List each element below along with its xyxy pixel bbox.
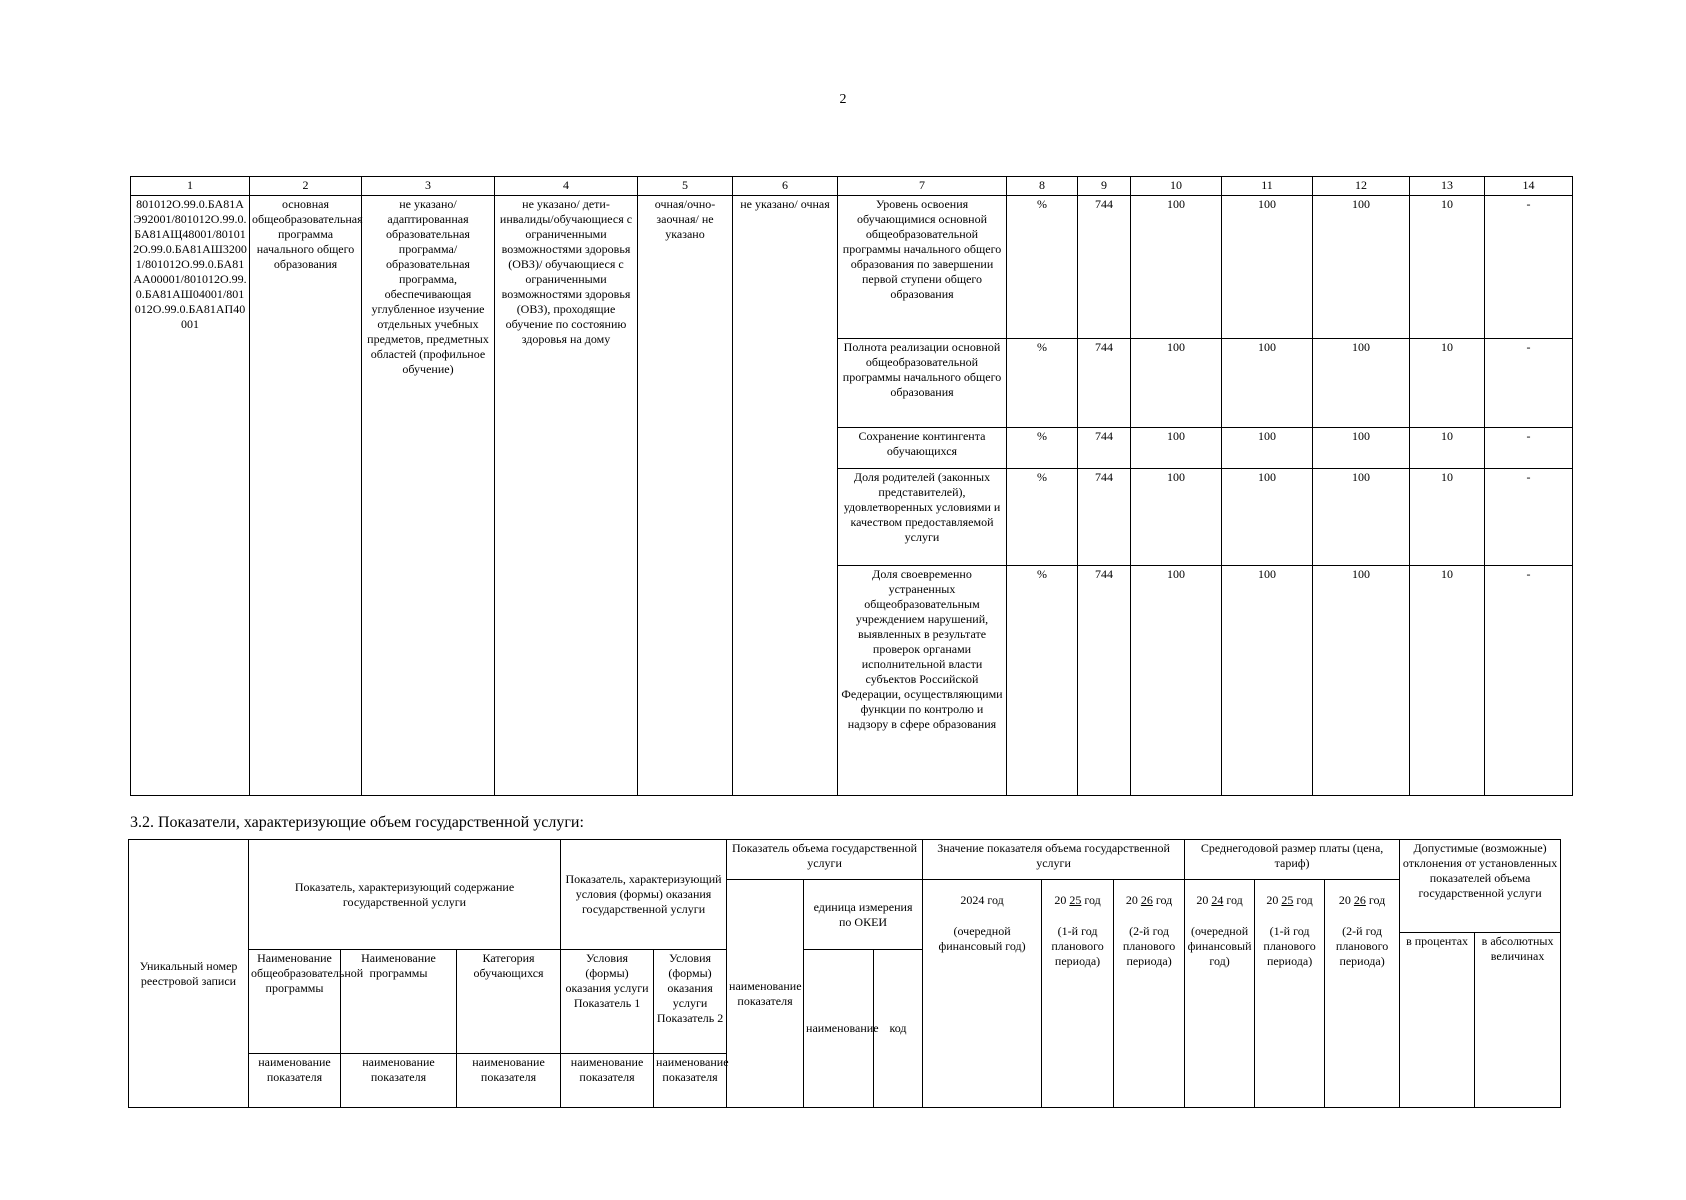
col-num: 7 xyxy=(838,177,1007,196)
year-digits: 25 xyxy=(1281,893,1294,907)
program-type-cell: не указано/ адаптированная образовательная программа/ образовательная программа, обеспечивающая углубленное изучение отдельных учебных предметов, предметных областей (профильное обучение) xyxy=(362,196,495,796)
unit-name-header: наименование xyxy=(804,950,874,1108)
unit-cell: % xyxy=(1007,469,1078,566)
conditions-indicator-header: Показатель, характеризующий условия (формы) оказания государственной услуги xyxy=(561,840,727,950)
indicator-name: Уровень освоения обучающимися основной общеобразовательной программы начального общего образования по завершении первой ступени общего образования xyxy=(838,196,1007,339)
value-2025-cell: 100 xyxy=(1222,566,1313,796)
col-num: 10 xyxy=(1131,177,1222,196)
indicator-name: Доля своевременно устраненных общеобразовательным учреждением нарушений, выявленных в результате проверок органами исполнительной власти субъектов Российской Федерации, осуществляющими функции по контролю и надзору в сфере образования xyxy=(838,566,1007,796)
year-period: (1-й год планового периода) xyxy=(1263,924,1316,968)
col-num: 13 xyxy=(1410,177,1485,196)
col-num: 5 xyxy=(638,177,733,196)
year-word: год xyxy=(987,893,1004,907)
year-digits: 25 xyxy=(1069,893,1082,907)
unit-cell: % xyxy=(1007,428,1078,469)
year-2025-header xyxy=(1042,880,1114,1108)
unit-cell: % xyxy=(1007,196,1078,339)
value-2024-cell: 100 xyxy=(1131,339,1222,428)
indicator-name-subheader: наименование показателя xyxy=(561,1054,654,1108)
fee-2026-header xyxy=(1325,880,1400,1108)
registry-code-cell: 801012О.99.0.БА81АЭ92001/801012О.99.0.БА81АЩ48001/801012О.99.0.БА81АШ32001/801012О.99.0.БА81АА00001/801012О.99.0.БА81АШ04001/801012О.99.0.БА81АП40001 xyxy=(131,196,250,796)
year-prefix: 20 xyxy=(1125,893,1138,907)
deviation-percent-cell: 10 xyxy=(1410,428,1485,469)
program-name-header: Наименование общеобразовательной программы xyxy=(249,950,341,1054)
value-2024-cell: 100 xyxy=(1131,196,1222,339)
deviation-absolute-cell: - xyxy=(1485,428,1573,469)
okei-code-cell: 744 xyxy=(1078,469,1131,566)
deviation-percent-cell: 10 xyxy=(1410,339,1485,428)
deviation-absolute-cell: - xyxy=(1485,339,1573,428)
year-word: год xyxy=(1155,893,1173,907)
deviations-header: Допустимые (возможные) отклонения от установленных показателей объема государственной услуги xyxy=(1400,840,1561,933)
student-category-cell: не указано/ дети-инвалиды/обучающиеся с ограниченными возможностями здоровья (ОВЗ)/ обучающиеся с ограниченными возможностями здоровья (ОВЗ), проходящие обучение по состоянию здоровья на дому xyxy=(495,196,638,796)
col-num: 11 xyxy=(1222,177,1313,196)
indicator-name: Полнота реализации основной общеобразовательной программы начального общего образования xyxy=(838,339,1007,428)
col-num: 4 xyxy=(495,177,638,196)
column-number-row xyxy=(131,177,1573,196)
content-indicator-header: Показатель, характеризующий содержание государственной услуги xyxy=(249,840,561,950)
year-digits: 26 xyxy=(1140,893,1153,907)
okei-code-cell: 744 xyxy=(1078,428,1131,469)
program-cell: основная общеобразовательная программа начального общего образования xyxy=(250,196,362,796)
year-period: (очередной финансовый год) xyxy=(938,924,1026,953)
year-2024-header xyxy=(923,880,1042,1108)
year-word: год xyxy=(1368,893,1386,907)
program-header: Наименование программы xyxy=(341,950,457,1054)
table-row xyxy=(131,196,1573,339)
indicator-name: Доля родителей (законных представителей), удовлетворенных условиями и качеством предоставляемой услуги xyxy=(838,469,1007,566)
page-number: 2 xyxy=(839,92,847,107)
volume-indicators-table xyxy=(128,839,1561,1108)
deviation-percent-cell: 10 xyxy=(1410,469,1485,566)
year-2026-header xyxy=(1114,880,1185,1108)
value-2024-cell: 100 xyxy=(1131,469,1222,566)
value-2024-cell: 100 xyxy=(1131,428,1222,469)
value-2026-cell: 100 xyxy=(1313,339,1410,428)
value-2025-cell: 100 xyxy=(1222,469,1313,566)
year-prefix: 20 xyxy=(1338,893,1351,907)
in-percent-header: в процентах xyxy=(1400,933,1475,1108)
year-period: (1-й год планового периода) xyxy=(1051,924,1104,968)
value-2026-cell: 100 xyxy=(1313,428,1410,469)
okei-code-cell: 744 xyxy=(1078,196,1131,339)
category-header: Категория обучающихся xyxy=(457,950,561,1054)
indicator-name-subheader: наименование показателя xyxy=(654,1054,727,1108)
deviation-absolute-cell: - xyxy=(1485,196,1573,339)
year-period: (очередной финансовый год) xyxy=(1187,924,1252,968)
condition-cell: не указано/ очная xyxy=(733,196,838,796)
section-heading: 3.2. Показатели, характеризующие объем государственной услуги: xyxy=(130,814,584,831)
unit-cell: % xyxy=(1007,339,1078,428)
deviation-absolute-cell: - xyxy=(1485,469,1573,566)
value-2025-cell: 100 xyxy=(1222,428,1313,469)
value-2026-cell: 100 xyxy=(1313,469,1410,566)
indicator-name-subheader: наименование показателя xyxy=(249,1054,341,1108)
unit-cell: % xyxy=(1007,566,1078,796)
condition-2-header: Условия (формы) оказания услуги Показатель 2 xyxy=(654,950,727,1054)
year-period: (2-й год планового периода) xyxy=(1335,924,1389,968)
form-cell: очная/очно-заочная/ не указано xyxy=(638,196,733,796)
unit-okei-header: единица измерения по ОКЕИ xyxy=(804,880,923,950)
fee-2024-header xyxy=(1185,880,1255,1108)
indicator-name-subheader: наименование показателя xyxy=(457,1054,561,1108)
in-absolute-header: в абсолютных величинах xyxy=(1475,933,1561,1108)
header-row xyxy=(129,840,1561,880)
value-2025-cell: 100 xyxy=(1222,196,1313,339)
col-num: 9 xyxy=(1078,177,1131,196)
col-num: 14 xyxy=(1485,177,1573,196)
volume-value-header: Значение показателя объема государственной услуги xyxy=(923,840,1185,880)
indicator-name: Сохранение контингента обучающихся xyxy=(838,428,1007,469)
col-num: 1 xyxy=(131,177,250,196)
okei-code-cell: 744 xyxy=(1078,339,1131,428)
deviation-absolute-cell: - xyxy=(1485,566,1573,796)
year-prefix: 20 xyxy=(1266,893,1279,907)
year-digits: 26 xyxy=(1353,893,1366,907)
year-word: год xyxy=(1084,893,1101,907)
year-prefix: 20 xyxy=(1054,893,1067,907)
value-2025-cell: 100 xyxy=(1222,339,1313,428)
condition-1-header: Условия (формы) оказания услуги Показатель 1 xyxy=(561,950,654,1054)
okei-code-cell: 744 xyxy=(1078,566,1131,796)
year-digits: 24 xyxy=(1211,893,1224,907)
year-number: 2024 xyxy=(960,893,985,907)
indicators-quality-table xyxy=(130,176,1573,796)
indicator-name-header: наименование показателя xyxy=(727,880,804,1108)
year-period: (2-й год планового периода) xyxy=(1122,924,1176,968)
indicator-name-subheader: наименование показателя xyxy=(341,1054,457,1108)
value-2026-cell: 100 xyxy=(1313,566,1410,796)
col-num: 8 xyxy=(1007,177,1078,196)
volume-indicator-header: Показатель объема государственной услуги xyxy=(727,840,923,880)
year-word: год xyxy=(1226,893,1243,907)
col-num: 6 xyxy=(733,177,838,196)
unit-code-header: код xyxy=(874,950,923,1108)
value-2024-cell: 100 xyxy=(1131,566,1222,796)
year-prefix: 20 xyxy=(1196,893,1209,907)
avg-fee-header: Среднегодовой размер платы (цена, тариф) xyxy=(1185,840,1400,880)
registry-number-header: Уникальный номер реестровой записи xyxy=(129,840,249,1108)
col-num: 3 xyxy=(362,177,495,196)
value-2026-cell: 100 xyxy=(1313,196,1410,339)
year-word: год xyxy=(1296,893,1313,907)
col-num: 2 xyxy=(250,177,362,196)
fee-2025-header xyxy=(1255,880,1325,1108)
col-num: 12 xyxy=(1313,177,1410,196)
deviation-percent-cell: 10 xyxy=(1410,196,1485,339)
deviation-percent-cell: 10 xyxy=(1410,566,1485,796)
